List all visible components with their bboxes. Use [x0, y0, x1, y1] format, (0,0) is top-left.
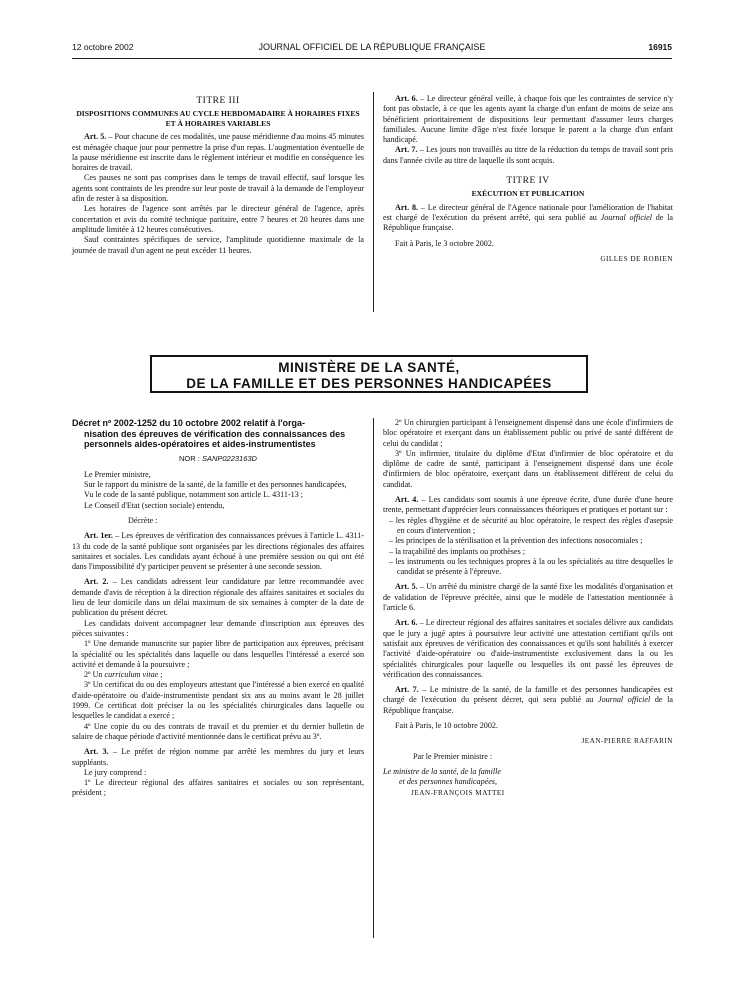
par-le-premier-ministre: Par le Premier ministre : [413, 751, 493, 761]
item-2-suffix: ; [158, 670, 163, 680]
journal-officiel-ref: Journal officiel [600, 213, 653, 223]
list-item: 2º Un chirurgien participant à l'enseignement dispensé dans une école d'infirmiers de bloc opératoire et exerçant dans un établissement public ou privé de santé différent de celui du candidat ; [383, 418, 673, 448]
article-2-paragraph [72, 577, 364, 618]
article-5-text: – Un arrêté du ministre chargé de la santé fixe les modalités d'organisation et de validation de l'épreuve précitée, ainsi que le modèle de l'attestation mentionnée à l'article 6. [383, 582, 673, 613]
article-5-label: Art. 5. [84, 132, 107, 142]
article-1-label: Art. 1er. [84, 531, 113, 541]
titre-iii-heading: TITRE III [196, 96, 240, 106]
decrete: Décrète : [128, 515, 158, 525]
nor-label: NOR : [179, 453, 202, 463]
ministry-line-1: MINISTÈRE DE LA SANTÉ, [278, 360, 460, 375]
article-6-text: – Le directeur général veille, à chaque fois que les contraintes de service n'y font pas obstacle, à ce que les agents ayant la charge d'un enfant de moins de seize ans bénéficient prioritairement de dispositions leur permettant d'assumer leurs charges familiales. Aucune limite d'âge n'est fixée lorsque le parent a la charge d'un enfant handicapé. [383, 94, 674, 145]
list-item: 3º Un certificat du ou des employeurs attestant que l'intéressé a bien exercé en qualité d'aide-opératoire ou d'aide-instrumentiste pendant six ans au moins avant le 28 juillet 1999. Ce certificat doit préciser la ou les spécialités chirurgicales dans laquelle ou lesquelles le candidat a exercé ; [72, 680, 364, 721]
article-1-text: – Les épreuves de vérification des connaissances prévues à l'article L. 4311-13 du code de la santé publique sont organisées par les directions régionales des affaires sanitaires et sociales. Les candidats ayant échoué à une première session ou qui ont été dans l'impossibilité d'y participer peuvent se présenter à une seconde session. [72, 531, 364, 572]
titre-iii-subtitle: DISPOSITIONS COMMUNES AU CYCLE HEBDOMADAIRE À HORAIRES FIXES ET À HORAIRES VARIABLES [76, 109, 360, 128]
article-7-text-end: de la République française. [383, 695, 673, 715]
page-number: 16915 [648, 42, 672, 52]
page-header [72, 42, 672, 56]
list-item: – la traçabilité des implants ou prothèses ; [389, 546, 525, 556]
list-item: – les instruments ou les techniques propres à la ou les spécialités au titre desquelles le candidat se présente à l'épreuve. [389, 556, 673, 577]
list-item [72, 670, 364, 680]
article-8-label: Art. 8. [395, 202, 419, 212]
article-6-label: Art. 6. [395, 618, 418, 628]
nor-reference [72, 454, 364, 464]
article-2-label: Art. 2. [84, 577, 109, 587]
article-3-text: – Le préfet de région nomme par arrêté les membres du jury et leurs suppléants. [72, 747, 365, 767]
signature-mattei: JEAN-FRANÇOIS MATTEI [411, 788, 505, 797]
ministry-banner [150, 355, 588, 393]
article-7-label: Art. 7. [395, 145, 418, 155]
paragraph: Les candidats doivent accompagner leur demande d'inscription aux épreuves des pièces suivantes : [72, 618, 364, 638]
item-2-cv: curriculum vitae [104, 670, 159, 680]
list-item: 3º Un infirmier, titulaire du diplôme d'Etat d'infirmier de bloc opératoire et du diplôme de cadre de santé, participant à l'enseignement dispensé dans une école d'infirmiers de bloc opératoire, exerçant dans un établissement différent de celui du candidat. [383, 448, 673, 489]
article-7-text: – Le ministre de la santé, de la famille et des personnes handicapées est chargé de l'exécution du présent décret, qui sera publié au [383, 685, 673, 705]
journal-officiel-ref: Journal officiel [597, 695, 651, 705]
article-7-paragraph [383, 145, 673, 166]
article-8-text-end: de la République française. [383, 213, 673, 233]
paragraph: Sauf contraintes spécifiques de service, l'amplitude quotidienne maximale de la journée de travail d'un agent ne peut excéder 11 heures. [72, 235, 364, 255]
article-4-label: Art. 4. [395, 495, 419, 505]
column-divider-bottom [373, 418, 374, 938]
minister-line-2: et des personnes handicapées, [399, 777, 498, 787]
article-4-text: – Les candidats sont soumis à une épreuve écrite, d'une durée d'une heure trente, permettant d'apprécier leurs connaissances théoriques et pratiques et portant sur : [383, 495, 673, 515]
article-4-list [383, 516, 673, 578]
paragraph: Le Premier ministre, [84, 469, 151, 479]
article-7-text: – Les jours non travaillés au titre de la réduction du temps de travail sont pris dans l'année civile au titre de laquelle ils sont acquis. [383, 145, 673, 165]
article-4-paragraph [383, 495, 673, 516]
decree-left-column [72, 418, 364, 799]
list-item: 1º Une demande manuscrite sur papier libre de participation aux épreuves, précisant la spécialité ou les spécialités dans laquelle ou dans lesquelles l'intéressé a exercé son activité et demande à la poursuivre ; [72, 639, 364, 669]
paragraph: Le Conseil d'Etat (section sociale) entendu, [84, 500, 225, 510]
article-7-paragraph [383, 685, 673, 716]
header-rule [72, 58, 672, 59]
titre-iv-heading: TITRE IV [506, 176, 550, 187]
article-1-paragraph [72, 531, 364, 572]
fait-a-paris: Fait à Paris, le 10 octobre 2002. [395, 721, 498, 731]
paragraph: Ces pauses ne sont pas comprises dans le temps de travail effectif, sauf lorsque les agents sont contraints de les prendre sur leur poste de travail à la demande de l'employeur afin de rester à sa disposition. [72, 173, 364, 204]
article-5-paragraph [72, 132, 364, 173]
article-8-paragraph [383, 203, 673, 234]
paragraph: Le jury comprend : [84, 767, 147, 777]
titre-iv-subtitle: EXÉCUTION ET PUBLICATION [471, 189, 585, 199]
paragraph: Vu le code de la santé publique, notamment son article L. 4311-13 ; [84, 490, 304, 500]
nor-value: SANP0223163D [201, 453, 257, 463]
header-date: 12 octobre 2002 [72, 42, 134, 52]
previous-text-left-column [72, 92, 364, 256]
article-6-label: Art. 6. [395, 94, 418, 103]
ministry-line-2: DE LA FAMILLE ET DES PERSONNES HANDICAPÉES [186, 376, 552, 391]
list-item: – les règles d'hygiène et de sécurité au bloc opératoire, le respect des règles d'asepsie en cours d'intervention ; [389, 515, 673, 535]
previous-text-right-column [383, 94, 673, 264]
decree-title-line-1: Décret nº 2002-1252 du 10 octobre 2002 relatif à l'orga- [72, 418, 306, 428]
decree-title [72, 418, 364, 450]
article-6-paragraph [383, 94, 673, 145]
article-3-label: Art. 3. [84, 747, 109, 757]
list-item: 1º Le directeur régional des affaires sanitaires et sociales ou son représentant, président ; [72, 778, 364, 798]
journal-title: JOURNAL OFFICIEL DE LA RÉPUBLIQUE FRANÇAISE [258, 42, 486, 52]
signature-robien: GILLES DE ROBIEN [600, 255, 673, 264]
column-divider-top [373, 92, 374, 312]
paragraph: Les horaires de l'agence sont arrêtés par le directeur général de l'agence, après concertation et avis du comité technique paritaire, entre 7 heures et 20 heures dans une amplitude limitée à 12 heures consécutives. [72, 204, 364, 234]
signature-raffarin: JEAN-PIERRE RAFFARIN [581, 737, 673, 746]
list-item: 4º Une copie du ou des contrats de travail et du premier et du dernier bulletin de salaire de chaque période d'activité mentionnée dans le certificat prévu au 3º. [72, 721, 364, 741]
minister-line-1: Le ministre de la santé, de la famille [383, 766, 501, 776]
article-5-paragraph [383, 582, 673, 613]
article-7-label: Art. 7. [395, 685, 419, 695]
decree-right-column [383, 418, 673, 798]
article-6-text: – Le directeur régional des affaires sanitaires et sociales délivre aux candidats que le jury a jugé aptes à poursuivre leur activité une attestation certifiant qu'ils ont satisfait aux épreuves de vérification des connaissances et qu'ils sont habilités à exercer l'activité d'aide-opératoire ou d'aide-instrumentiste exclusivement dans la ou les spécialités chirurgicales pour laquelle ou lesquelles ils ont passé les épreuves de vérification des connaissances. [383, 618, 674, 679]
item-2-prefix: 2º Un [84, 670, 105, 680]
fait-a-paris: Fait à Paris, le 3 octobre 2002. [395, 238, 494, 248]
paragraph: Sur le rapport du ministre de la santé, de la famille et des personnes handicapées, [84, 480, 347, 490]
article-8-text: – Le directeur général de l'Agence nationale pour l'amélioration de l'habitat est chargé de l'exécution du présent arrêté, qui sera publié au [383, 202, 674, 223]
article-5-text: – Pour chacune de ces modalités, une pause méridienne d'au moins 45 minutes est ménagée chaque jour pour permettre la prise d'un repas. L'augmentation éventuelle de la pause méridienne est inscrite dans le règlement intérieur et modifie en conséquence les horaires de travail. [72, 132, 365, 173]
article-3-paragraph [72, 747, 364, 768]
list-item: – les principes de la stérilisation et la prévention des infections nosocomiales ; [389, 536, 643, 546]
article-6-paragraph [383, 618, 673, 680]
article-5-label: Art. 5. [395, 582, 418, 592]
decree-title-rest: nisation des épreuves de vérification des connaissances des personnels aides-opératoires et aides-instrumentistes [84, 428, 346, 449]
article-2-text: – Les candidats adressent leur candidature par lettre recommandée avec demande d'avis de réception à la direction régionale des affaires sanitaires et sociales du lieu de leur domicile dans un délai maximum de six semaines à compter de la date de publication du présent décret. [72, 577, 365, 618]
